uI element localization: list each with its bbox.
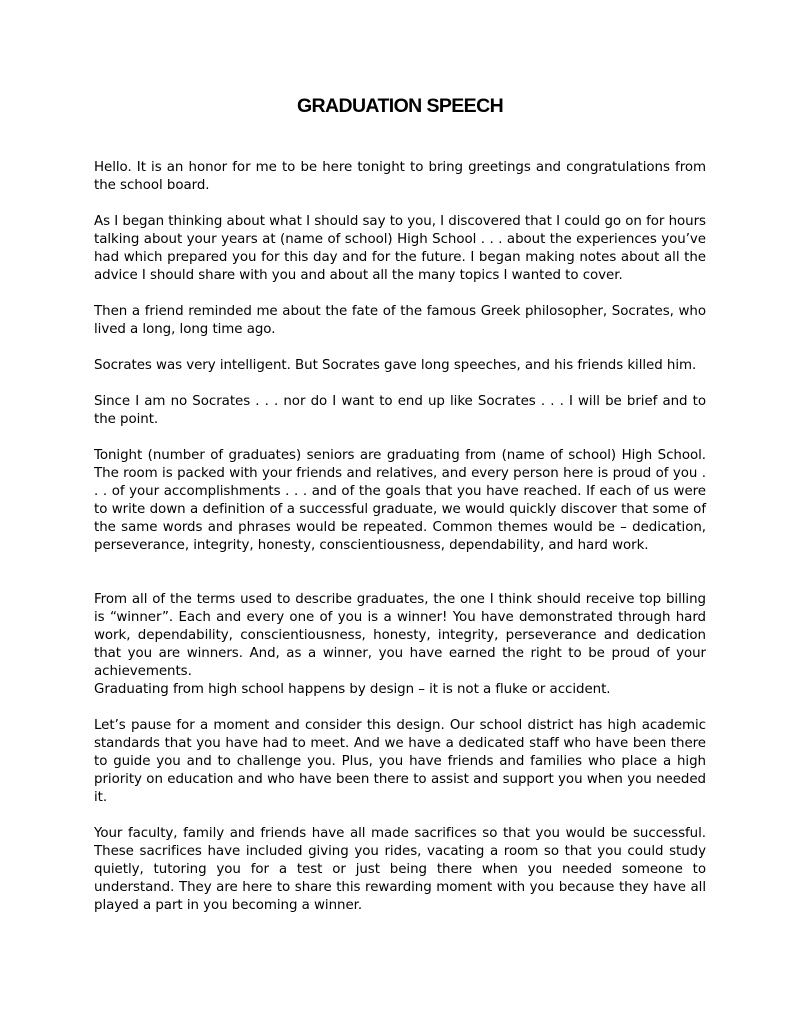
paragraph: Socrates was very intelligent. But Socrates gave long speeches, and his friends killed him. [94, 358, 697, 373]
paragraph: Hello. It is an honor for me to be here tonight to bring greetings and congratulations from the school board. [94, 160, 706, 193]
paragraph: Then a friend reminded me about the fate of the famous Greek philosopher, Socrates, who lived a long, long time ago. [94, 304, 706, 337]
paragraph: Since I am no Socrates . . . nor do I want to end up like Socrates . . . I will be brief and to the point. [94, 394, 706, 427]
paragraph: As I began thinking about what I should say to you, I discovered that I could go on for hours talking about your years at (name of school) High School . . . about the experiences you’ve had which prepared you for this day and for the future. I began making notes about all the advice I should share with you and about all the many topics I wanted to cover. [94, 214, 706, 283]
paragraph: Your faculty, family and friends have all made sacrifices so that you would be successful. These sacrifices have included giving you rides, vacating a room so that you could study quietly, tutoring you for a test or just being there when you needed someone to understand. They are here to share this rewarding moment with you because they have all played a part in you becoming a winner. [94, 826, 706, 913]
document-title: GRADUATION SPEECH [296, 95, 504, 117]
paragraph: Graduating from high school happens by design – it is not a fluke or accident. [94, 682, 611, 697]
paragraph: From all of the terms used to describe graduates, the one I think should receive top billing is “winner”. Each and every one of you is a winner! You have demonstrated through hard work, dependability, conscientiousness, honesty, integrity, perseverance and dedication that you are winners. And, as a winner, you have earned the right to be proud of your achievements. [94, 592, 706, 679]
paragraph: Tonight (number of graduates) seniors are graduating from (name of school) High School. The room is packed with your friends and relatives, and every person here is proud of you . . . of your accomplishments . . . and of the goals that you have reached. If each of us were to write down a definition of a successful graduate, we would quickly discover that some of the same words and phrases would be repeated. Common themes would be – dedication, perseverance, integrity, honesty, conscientiousness, dependability, and hard work. [94, 448, 706, 553]
paragraph: Let’s pause for a moment and consider this design. Our school district has high academic standards that you have had to meet. And we have a dedicated staff who have been there to guide you and to challenge you. Plus, you have friends and families who place a high priority on education and who have been there to assist and support you when you needed it. [94, 718, 706, 805]
document-body [94, 159, 706, 933]
